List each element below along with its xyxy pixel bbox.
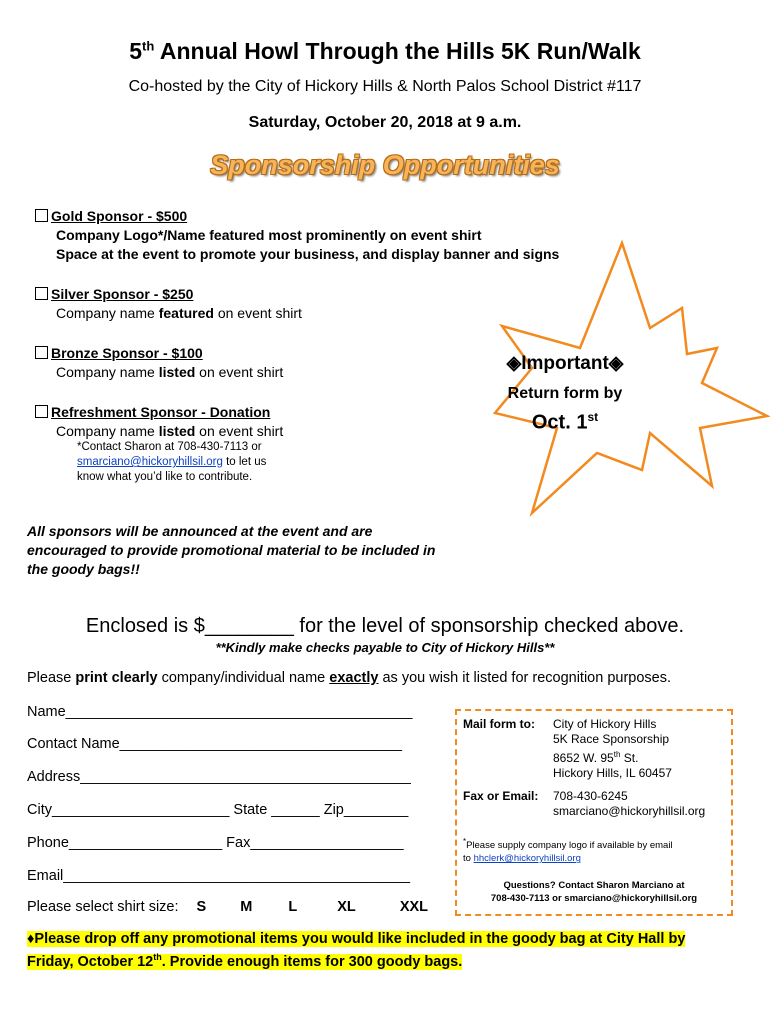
silver-benefit: Company name featured on event shirt <box>56 305 302 321</box>
contact-email-link[interactable]: smarciano@hickoryhillsil.org <box>77 456 223 468</box>
bronze-sponsor-option <box>35 344 283 382</box>
checks-payable-note: **Kindly make checks payable to City of Hickory Hills** <box>215 640 555 655</box>
silver-sponsor-label: Silver Sponsor - $250 <box>51 286 194 302</box>
sponsor-announcement: All sponsors will be announced at the event and are encouraged to provide promotional material to be included in the goody bags!! <box>27 523 436 577</box>
shirt-size-label: Please select shirt size: <box>27 899 179 915</box>
cohost-subtitle: Co-hosted by the City of Hickory Hills & North Palos School District #117 <box>128 78 642 95</box>
diamond-icon: ◈ <box>608 353 624 374</box>
dropoff-note: ♦Please drop off any promotional items you would like included in the goody bag at City Hall by Friday, October 12th. Provide enough items for 300 goody bags. <box>27 931 686 970</box>
bronze-sponsor-label: Bronze Sponsor - $100 <box>51 345 203 361</box>
mail-info-box <box>455 709 733 916</box>
shirt-size-m[interactable]: M <box>240 899 253 915</box>
bronze-benefit: Company name listed on event shirt <box>56 364 284 380</box>
bullet-diamond-icon: ♦ <box>27 931 35 947</box>
shirt-size-s[interactable]: S <box>196 899 207 915</box>
shirt-size-l[interactable]: L <box>288 899 298 915</box>
important-label: ◈Important◈ <box>506 353 624 374</box>
gold-benefit-2: Space at the event to promote your business, and display banner and signs <box>56 246 560 262</box>
silver-sponsor-option <box>35 285 302 323</box>
sponsorship-heading: Sponsorship Opportunities <box>210 150 560 180</box>
contact-name-field[interactable]: Contact Name___________________________________ <box>27 736 402 752</box>
silver-checkbox[interactable] <box>35 287 48 300</box>
refreshment-sponsor-option <box>35 403 283 441</box>
refreshment-benefit: Company name listed on event shirt <box>56 423 284 439</box>
questions-contact: Questions? Contact Sharon Marciano at 708-430-7113 or smarciano@hickoryhillsil.org <box>490 880 698 904</box>
refreshment-checkbox[interactable] <box>35 405 48 418</box>
shirt-size-row <box>27 899 428 915</box>
name-field[interactable]: Name___________________________________________ <box>27 704 413 720</box>
return-deadline: Oct. 1st <box>531 410 599 434</box>
starburst-shape <box>495 243 767 513</box>
clerk-email-link[interactable]: hhclerk@hickoryhillsil.org <box>473 853 581 865</box>
return-form-by: Return form by <box>507 385 623 402</box>
diamond-icon: ◈ <box>506 353 522 374</box>
gold-sponsor-label: Gold Sponsor - $500 <box>51 208 188 224</box>
enclosed-amount-line[interactable]: Enclosed is $________ for the level of sponsorship checked above. <box>85 615 685 637</box>
shirt-size-xl[interactable]: XL <box>337 899 356 915</box>
gold-benefit-1: Company Logo*/Name featured most prominently on event shirt <box>56 227 482 243</box>
address-field[interactable]: Address_________________________________________ <box>27 769 411 785</box>
event-date: Saturday, October 20, 2018 at 9 a.m. <box>248 114 522 131</box>
mail-form-label: Mail form to: <box>463 717 535 731</box>
fax-email-values: 708-430-6245 smarciano@hickoryhillsil.org <box>553 789 706 818</box>
refreshment-sponsor-label: Refreshment Sponsor - Donation <box>51 404 271 420</box>
page-title: 5th Annual Howl Through the Hills 5K Run/Walk <box>129 38 641 64</box>
city-state-zip-field[interactable]: City______________________ State ______ Zip________ <box>27 802 409 818</box>
logo-supply-note: *Please supply company logo if available by email to hhclerk@hickoryhillsil.org <box>463 837 673 865</box>
phone-fax-field[interactable]: Phone___________________ Fax___________________ <box>27 835 404 851</box>
gold-checkbox[interactable] <box>35 209 48 222</box>
shirt-size-xxl[interactable]: XXL <box>399 899 429 915</box>
fax-email-label: Fax or Email: <box>463 789 539 803</box>
refreshment-contact-note: *Contact Sharon at 708-430-7113 or smarciano@hickoryhillsil.org to let us know what you’d like to contribute. <box>77 441 267 483</box>
print-clearly-note: Please print clearly company/individual name exactly as you wish it listed for recognition purposes. <box>27 670 672 686</box>
email-field[interactable]: Email___________________________________________ <box>27 868 411 884</box>
bronze-checkbox[interactable] <box>35 346 48 359</box>
mailing-address: City of Hickory Hills 5K Race Sponsorship 8652 W. 95th St. Hickory Hills, IL 60457 <box>553 717 672 780</box>
